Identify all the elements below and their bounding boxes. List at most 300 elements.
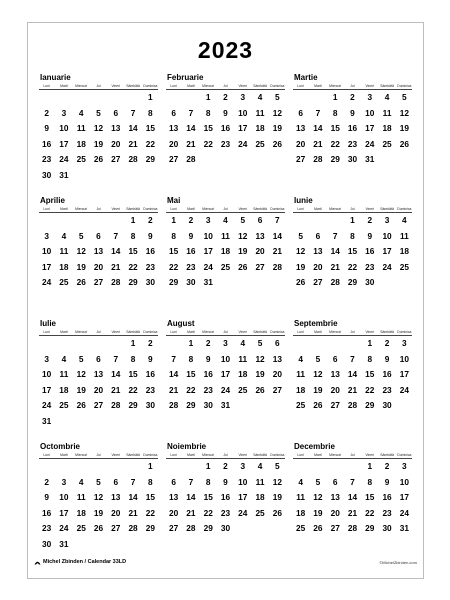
calendar-sheet bbox=[27, 22, 424, 579]
weekday-label: Sâmbătă bbox=[253, 330, 267, 334]
day-cell: 21 bbox=[186, 507, 196, 518]
day-cell: 7 bbox=[350, 476, 355, 487]
day-cell: 18 bbox=[296, 384, 306, 395]
weekday-label: Marti bbox=[60, 84, 68, 88]
day-cell: 10 bbox=[365, 107, 375, 118]
day-cell: 9 bbox=[205, 353, 211, 364]
empty-cell bbox=[55, 459, 72, 475]
weekday-label: Miercuri bbox=[75, 207, 88, 211]
day-cell: 4 bbox=[384, 92, 390, 102]
weekday-label: Luni bbox=[297, 453, 304, 457]
day-cell: 24 bbox=[220, 384, 231, 395]
day-cell: 25 bbox=[238, 384, 248, 395]
day-cell: 11 bbox=[238, 353, 248, 364]
footer-credit bbox=[34, 559, 126, 565]
day-cell: 19 bbox=[76, 261, 86, 272]
day-cell: 30 bbox=[382, 523, 392, 533]
day-cell: 25 bbox=[220, 261, 231, 272]
day-cell: 11 bbox=[296, 492, 306, 502]
day-cell: 4 bbox=[78, 107, 84, 118]
day-cell: 2 bbox=[367, 215, 373, 225]
day-cell: 1 bbox=[205, 92, 211, 102]
weekday-label: Sâmbătă bbox=[126, 453, 140, 457]
day-cell: 10 bbox=[42, 369, 52, 379]
weekday-label: Duminica bbox=[143, 84, 158, 88]
day-cell: 21 bbox=[186, 138, 196, 149]
day-cell: 4 bbox=[402, 215, 407, 225]
day-cell: 19 bbox=[313, 384, 323, 395]
empty-cell bbox=[107, 459, 124, 475]
empty-cell bbox=[344, 336, 361, 352]
day-cell: 17 bbox=[399, 492, 409, 502]
weekday-label: Vineri bbox=[365, 207, 375, 211]
day-cell: 9 bbox=[223, 476, 228, 487]
day-cell: 25 bbox=[399, 261, 409, 272]
day-cell: 13 bbox=[330, 492, 340, 502]
day-cell: 26 bbox=[238, 261, 248, 272]
weekday-label: Marti bbox=[187, 453, 195, 457]
day-cell: 17 bbox=[238, 492, 248, 502]
day-cell: 27 bbox=[330, 400, 340, 410]
day-cell: 9 bbox=[148, 230, 153, 241]
days-grid bbox=[38, 213, 159, 291]
days-grid bbox=[292, 90, 413, 168]
weekday-header bbox=[165, 206, 286, 212]
day-cell: 14 bbox=[347, 369, 358, 379]
day-cell: 27 bbox=[93, 400, 104, 410]
day-cell: 27 bbox=[296, 154, 306, 164]
day-cell: 8 bbox=[148, 107, 153, 118]
day-cell: 25 bbox=[255, 138, 265, 149]
day-cell: 12 bbox=[296, 246, 306, 256]
day-cell: 26 bbox=[272, 507, 282, 518]
month-block bbox=[38, 73, 159, 183]
day-cell: 9 bbox=[188, 230, 194, 241]
day-cell: 6 bbox=[257, 215, 263, 225]
weekday-label: Sâmbătă bbox=[126, 84, 140, 88]
day-cell: 13 bbox=[93, 246, 104, 256]
day-cell: 5 bbox=[298, 230, 303, 241]
weekday-label: Vineri bbox=[111, 84, 121, 88]
day-cell: 11 bbox=[382, 107, 392, 118]
day-cell: 22 bbox=[330, 138, 340, 149]
day-cell: 16 bbox=[203, 369, 213, 379]
weekday-header bbox=[165, 452, 286, 458]
weekday-header bbox=[292, 329, 413, 335]
day-cell: 5 bbox=[96, 107, 101, 118]
day-cell: 13 bbox=[296, 123, 306, 133]
empty-cell bbox=[344, 459, 361, 475]
day-cell: 15 bbox=[128, 246, 138, 256]
day-cell: 13 bbox=[255, 230, 265, 241]
day-cell: 7 bbox=[130, 476, 136, 487]
day-cell: 27 bbox=[111, 154, 121, 164]
weekday-label: Joi bbox=[223, 453, 228, 457]
day-cell: 6 bbox=[332, 476, 338, 487]
day-cell: 23 bbox=[145, 261, 155, 272]
weekday-label: Luni bbox=[297, 330, 304, 334]
weekday-label: Luni bbox=[43, 453, 50, 457]
day-cell: 31 bbox=[59, 169, 69, 180]
empty-cell bbox=[55, 336, 72, 352]
day-cell: 12 bbox=[76, 246, 86, 256]
day-cell: 25 bbox=[59, 400, 69, 410]
day-cell: 20 bbox=[296, 138, 306, 149]
day-cell: 13 bbox=[93, 369, 104, 379]
day-cell: 31 bbox=[42, 415, 52, 426]
day-cell: 17 bbox=[365, 123, 375, 133]
days-grid bbox=[38, 459, 159, 552]
day-cell: 19 bbox=[272, 123, 282, 133]
day-cell: 4 bbox=[223, 215, 228, 225]
day-cell: 23 bbox=[42, 154, 52, 164]
weekday-label: Joi bbox=[96, 330, 101, 334]
day-cell: 2 bbox=[223, 461, 228, 471]
day-cell: 2 bbox=[188, 215, 194, 225]
day-cell: 2 bbox=[148, 338, 153, 348]
day-cell: 20 bbox=[111, 138, 121, 149]
day-cell: 5 bbox=[315, 353, 321, 364]
day-cell: 6 bbox=[171, 107, 176, 118]
month-name: August bbox=[167, 319, 195, 328]
day-cell: 17 bbox=[42, 384, 52, 395]
weekday-header bbox=[38, 452, 159, 458]
day-cell: 14 bbox=[186, 492, 196, 502]
empty-cell bbox=[38, 336, 55, 352]
day-cell: 18 bbox=[255, 123, 265, 133]
day-cell: 28 bbox=[128, 523, 138, 533]
empty-cell bbox=[107, 213, 124, 229]
day-cell: 6 bbox=[113, 476, 119, 487]
day-cell: 9 bbox=[384, 476, 390, 487]
weekday-label: Vineri bbox=[111, 330, 121, 334]
day-cell: 29 bbox=[145, 154, 155, 164]
month-block bbox=[38, 442, 159, 552]
day-cell: 22 bbox=[365, 507, 375, 518]
day-cell: 30 bbox=[42, 538, 52, 549]
day-cell: 29 bbox=[186, 400, 196, 410]
empty-cell bbox=[327, 213, 344, 229]
weekday-label: Vineri bbox=[111, 453, 121, 457]
weekday-label: Joi bbox=[96, 453, 101, 457]
day-cell: 3 bbox=[240, 92, 246, 102]
day-cell: 23 bbox=[203, 384, 213, 395]
day-cell: 13 bbox=[330, 369, 340, 379]
day-cell: 19 bbox=[296, 261, 306, 272]
day-cell: 23 bbox=[220, 507, 231, 518]
day-cell: 1 bbox=[367, 461, 373, 471]
day-cell: 14 bbox=[186, 123, 196, 133]
empty-cell bbox=[38, 90, 55, 106]
days-grid bbox=[165, 459, 286, 537]
weekday-label: Duminica bbox=[397, 207, 412, 211]
day-cell: 21 bbox=[128, 507, 138, 518]
day-cell: 19 bbox=[93, 138, 104, 149]
day-cell: 30 bbox=[186, 277, 196, 287]
day-cell: 27 bbox=[169, 523, 179, 533]
weekday-label: Joi bbox=[223, 207, 228, 211]
month-name: Noiembrie bbox=[167, 442, 207, 451]
day-cell: 8 bbox=[130, 230, 136, 241]
day-cell: 21 bbox=[347, 507, 358, 518]
day-cell: 15 bbox=[347, 246, 358, 256]
weekday-label: Sâmbătă bbox=[380, 84, 394, 88]
day-cell: 3 bbox=[61, 476, 67, 487]
day-cell: 29 bbox=[365, 400, 375, 410]
day-cell: 12 bbox=[76, 369, 86, 379]
day-cell: 20 bbox=[111, 507, 121, 518]
month-block bbox=[165, 319, 286, 414]
empty-cell bbox=[38, 213, 55, 229]
day-cell: 22 bbox=[347, 261, 358, 272]
day-cell: 30 bbox=[347, 154, 358, 164]
day-cell: 12 bbox=[399, 107, 409, 118]
day-cell: 6 bbox=[96, 230, 101, 241]
day-cell: 7 bbox=[332, 230, 338, 241]
weekday-label: Vineri bbox=[238, 207, 248, 211]
days-grid bbox=[292, 213, 413, 291]
day-cell: 7 bbox=[188, 107, 194, 118]
day-cell: 16 bbox=[220, 492, 231, 502]
day-cell: 21 bbox=[347, 384, 358, 395]
day-cell: 23 bbox=[186, 261, 196, 272]
day-cell: 18 bbox=[382, 123, 392, 133]
month-name: Ianuarie bbox=[40, 73, 71, 82]
day-cell: 14 bbox=[111, 369, 121, 379]
day-cell: 7 bbox=[350, 353, 355, 364]
day-cell: 17 bbox=[382, 246, 392, 256]
day-cell: 4 bbox=[240, 338, 246, 348]
weekday-label: Vineri bbox=[365, 330, 375, 334]
day-cell: 20 bbox=[93, 261, 104, 272]
empty-cell bbox=[90, 90, 107, 106]
day-cell: 22 bbox=[169, 261, 179, 272]
day-cell: 16 bbox=[347, 123, 358, 133]
month-block bbox=[38, 196, 159, 291]
footer-left-text: Michel Zbinden / Calendar 33LD bbox=[43, 559, 127, 565]
weekday-label: Duminica bbox=[270, 330, 285, 334]
day-cell: 1 bbox=[188, 338, 194, 348]
day-cell: 18 bbox=[399, 246, 409, 256]
empty-cell bbox=[309, 336, 326, 352]
day-cell: 22 bbox=[365, 384, 375, 395]
day-cell: 7 bbox=[275, 215, 280, 225]
weekday-header bbox=[292, 206, 413, 212]
day-cell: 20 bbox=[169, 507, 179, 518]
day-cell: 6 bbox=[96, 353, 101, 364]
day-cell: 27 bbox=[93, 277, 104, 287]
day-cell: 26 bbox=[296, 277, 306, 287]
day-cell: 11 bbox=[255, 107, 265, 118]
day-cell: 15 bbox=[128, 369, 138, 379]
month-block bbox=[165, 196, 286, 291]
day-cell: 14 bbox=[128, 492, 138, 502]
weekday-label: Vineri bbox=[238, 453, 248, 457]
day-cell: 5 bbox=[275, 92, 280, 102]
day-cell: 28 bbox=[128, 154, 138, 164]
day-cell: 26 bbox=[313, 523, 323, 533]
day-cell: 9 bbox=[223, 107, 228, 118]
day-cell: 20 bbox=[272, 369, 282, 379]
day-cell: 30 bbox=[382, 400, 392, 410]
day-cell: 6 bbox=[332, 353, 338, 364]
day-cell: 6 bbox=[113, 107, 119, 118]
day-cell: 19 bbox=[93, 507, 104, 518]
day-cell: 6 bbox=[298, 107, 303, 118]
weekday-label: Joi bbox=[350, 207, 355, 211]
day-cell: 11 bbox=[59, 246, 69, 256]
day-cell: 17 bbox=[59, 507, 69, 518]
days-grid bbox=[292, 459, 413, 537]
day-cell: 24 bbox=[399, 384, 409, 395]
day-cell: 29 bbox=[203, 523, 213, 533]
day-cell: 18 bbox=[296, 507, 306, 518]
day-cell: 17 bbox=[220, 369, 231, 379]
day-cell: 7 bbox=[171, 353, 176, 364]
day-cell: 23 bbox=[145, 384, 155, 395]
weekday-label: Luni bbox=[170, 330, 177, 334]
day-cell: 25 bbox=[255, 507, 265, 518]
day-cell: 3 bbox=[223, 338, 228, 348]
logo-icon bbox=[34, 560, 41, 565]
day-cell: 14 bbox=[330, 246, 340, 256]
day-cell: 24 bbox=[399, 507, 409, 518]
day-cell: 16 bbox=[382, 492, 392, 502]
day-cell: 10 bbox=[59, 492, 69, 502]
day-cell: 5 bbox=[78, 230, 84, 241]
empty-cell bbox=[292, 459, 309, 475]
weekday-label: Sâmbătă bbox=[253, 84, 267, 88]
day-cell: 10 bbox=[382, 230, 392, 241]
empty-cell bbox=[165, 336, 182, 352]
weekday-label: Duminica bbox=[397, 84, 412, 88]
day-cell: 15 bbox=[145, 492, 155, 502]
empty-cell bbox=[327, 459, 344, 475]
empty-cell bbox=[309, 90, 326, 106]
day-cell: 25 bbox=[296, 400, 306, 410]
month-block bbox=[292, 196, 413, 291]
days-grid bbox=[38, 90, 159, 183]
day-cell: 30 bbox=[145, 400, 155, 410]
day-cell: 23 bbox=[382, 507, 392, 518]
day-cell: 15 bbox=[330, 123, 340, 133]
day-cell: 25 bbox=[76, 523, 86, 533]
day-cell: 6 bbox=[315, 230, 321, 241]
day-cell: 19 bbox=[399, 123, 409, 133]
day-cell: 12 bbox=[313, 492, 323, 502]
day-cell: 29 bbox=[128, 277, 138, 287]
day-cell: 15 bbox=[365, 369, 375, 379]
day-cell: 15 bbox=[365, 492, 375, 502]
day-cell: 4 bbox=[61, 230, 67, 241]
day-cell: 5 bbox=[402, 92, 407, 102]
day-cell: 28 bbox=[169, 400, 179, 410]
day-cell: 28 bbox=[330, 277, 340, 287]
day-cell: 10 bbox=[203, 230, 213, 241]
day-cell: 1 bbox=[171, 215, 176, 225]
day-cell: 28 bbox=[272, 261, 282, 272]
day-cell: 25 bbox=[296, 523, 306, 533]
empty-cell bbox=[182, 459, 199, 475]
day-cell: 5 bbox=[275, 461, 280, 471]
day-cell: 8 bbox=[188, 353, 194, 364]
weekday-label: Sâmbătă bbox=[126, 330, 140, 334]
day-cell: 29 bbox=[330, 154, 340, 164]
day-cell: 11 bbox=[296, 369, 306, 379]
day-cell: 13 bbox=[272, 353, 282, 364]
day-cell: 12 bbox=[272, 476, 282, 487]
day-cell: 21 bbox=[313, 138, 323, 149]
day-cell: 23 bbox=[220, 138, 231, 149]
month-name: Iunie bbox=[294, 196, 313, 205]
day-cell: 22 bbox=[186, 384, 196, 395]
day-cell: 25 bbox=[382, 138, 392, 149]
weekday-label: Miercuri bbox=[75, 453, 88, 457]
day-cell: 10 bbox=[238, 107, 248, 118]
weekday-label: Luni bbox=[170, 207, 177, 211]
weekday-label: Vineri bbox=[111, 207, 121, 211]
day-cell: 1 bbox=[130, 215, 136, 225]
day-cell: 26 bbox=[93, 523, 104, 533]
weekday-label: Duminica bbox=[270, 207, 285, 211]
weekday-label: Sâmbătă bbox=[380, 453, 394, 457]
day-cell: 15 bbox=[203, 123, 213, 133]
day-cell: 30 bbox=[365, 277, 375, 287]
day-cell: 8 bbox=[367, 476, 373, 487]
day-cell: 9 bbox=[384, 353, 390, 364]
weekday-label: Sâmbătă bbox=[380, 207, 394, 211]
day-cell: 14 bbox=[272, 230, 282, 241]
empty-cell bbox=[90, 459, 107, 475]
day-cell: 19 bbox=[76, 384, 86, 395]
day-cell: 14 bbox=[111, 246, 121, 256]
weekday-header bbox=[38, 329, 159, 335]
day-cell: 16 bbox=[145, 369, 155, 379]
day-cell: 14 bbox=[128, 123, 138, 133]
day-cell: 8 bbox=[350, 230, 355, 241]
day-cell: 8 bbox=[367, 353, 373, 364]
day-cell: 5 bbox=[315, 476, 321, 487]
day-cell: 9 bbox=[367, 230, 373, 241]
weekday-label: Vineri bbox=[238, 84, 248, 88]
day-cell: 15 bbox=[186, 369, 196, 379]
day-cell: 8 bbox=[205, 107, 211, 118]
day-cell: 3 bbox=[240, 461, 246, 471]
day-cell: 3 bbox=[44, 353, 49, 364]
weekday-label: Marti bbox=[187, 84, 195, 88]
day-cell: 1 bbox=[130, 338, 136, 348]
day-cell: 31 bbox=[399, 523, 409, 533]
day-cell: 25 bbox=[59, 277, 69, 287]
weekday-label: Miercuri bbox=[75, 84, 88, 88]
month-block bbox=[165, 442, 286, 537]
day-cell: 30 bbox=[220, 523, 231, 533]
weekday-label: Luni bbox=[43, 207, 50, 211]
day-cell: 10 bbox=[59, 123, 69, 133]
day-cell: 24 bbox=[365, 138, 375, 149]
day-cell: 3 bbox=[205, 215, 211, 225]
weekday-label: Marti bbox=[60, 330, 68, 334]
day-cell: 24 bbox=[42, 400, 52, 410]
weekday-label: Marti bbox=[314, 330, 322, 334]
day-cell: 4 bbox=[78, 476, 84, 487]
month-name: Iulie bbox=[40, 319, 57, 328]
month-block bbox=[292, 319, 413, 414]
day-cell: 5 bbox=[257, 338, 263, 348]
day-cell: 24 bbox=[42, 277, 52, 287]
day-cell: 7 bbox=[113, 353, 119, 364]
day-cell: 11 bbox=[76, 123, 86, 133]
